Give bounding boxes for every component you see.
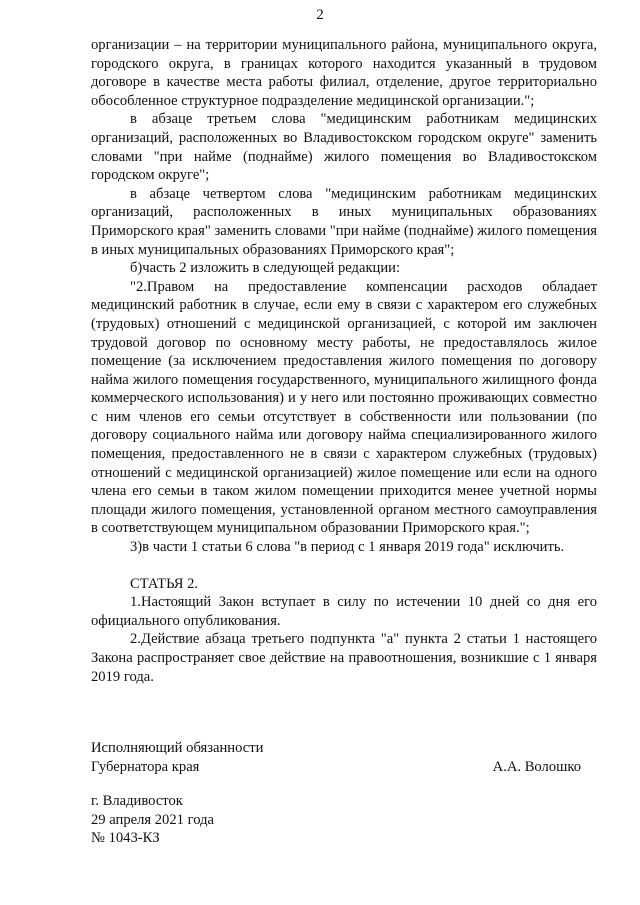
- signatory-title-line2: Губернатора края: [91, 758, 200, 775]
- paragraph: б)часть 2 изложить в следующей редакции:: [130, 260, 401, 277]
- place-date-number: [91, 792, 597, 848]
- law-number: № 1043-КЗ: [91, 830, 160, 847]
- signatory-title-line1: Исполняющий обязанности: [91, 740, 264, 756]
- signatory-name: А.А. Волошко: [492, 758, 581, 775]
- paragraph: 2.Действие абзаца третьего подпункта "а" пункта 2 статьи 1 настоящего Закона распространяет свое действие на правоотношения, возникшие с 1 января 2019 года.: [91, 631, 597, 685]
- article-heading: СТАТЬЯ 2.: [130, 575, 199, 592]
- paragraph: в абзаце четвертом слова "медицинским работникам медицинских организаций, расположенных в иных муниципальных образованиях Приморского края" заменить словами "при найме (поднайме) жилого помещения в иных муниципальных образованиях Приморского края";: [91, 185, 597, 258]
- city: г. Владивосток: [91, 793, 183, 809]
- signature-block: [91, 739, 597, 776]
- paragraph: организации – на территории муниципального района, муниципального округа, городского округа, в границах которого находится указанный в трудовом договоре в качестве места работы филиал, отделение, другое территориально обособленное структурное подразделение медицинской организации.";: [91, 37, 597, 109]
- paragraph: 3)в части 1 статьи 6 слова "в период с 1 января 2019 года" исключить.: [130, 539, 565, 556]
- paragraph: "2.Правом на предоставление компенсации расходов обладает медицинский работник в случае, если ему в связи с характером его служебных (трудовых) отношений с медицинской организацией, с которой им заключен трудовой договор по основному месту работы, не предоставлялось жилое помещение (за исключением предоставления жилого помещения по договору найма жилого помещения государственного, муниципального жилищного фонда коммерческого использования) и у него или постоянно проживающих совместно с ним членов его семьи отсутствует в собственности или пользовании (по договору социального найма или договору найма специализированного жилого помещения, предоставленного не в связи с характером служебных (трудовых) отношений с медицинской организацией) жилое помещение или если на одного члена его семьи в таком жилом помещении приходится менее учетной нормы площади жилого помещения, установленной органом местного самоуправления в соответствующем муниципальном образовании Приморского края.";: [91, 278, 597, 537]
- page-number: 2: [316, 7, 324, 23]
- date: 29 апреля 2021 года: [91, 811, 214, 828]
- document-body: [91, 36, 597, 686]
- paragraph: в абзаце третьем слова "медицинским работникам медицинских организаций, расположенных во Владивостокском городском округе" заменить словами "при найме (поднайме) жилого помещения во Владивостокском городском округе";: [91, 111, 597, 184]
- paragraph: 1.Настоящий Закон вступает в силу по истечении 10 дней со дня его официального опубликования.: [91, 594, 597, 629]
